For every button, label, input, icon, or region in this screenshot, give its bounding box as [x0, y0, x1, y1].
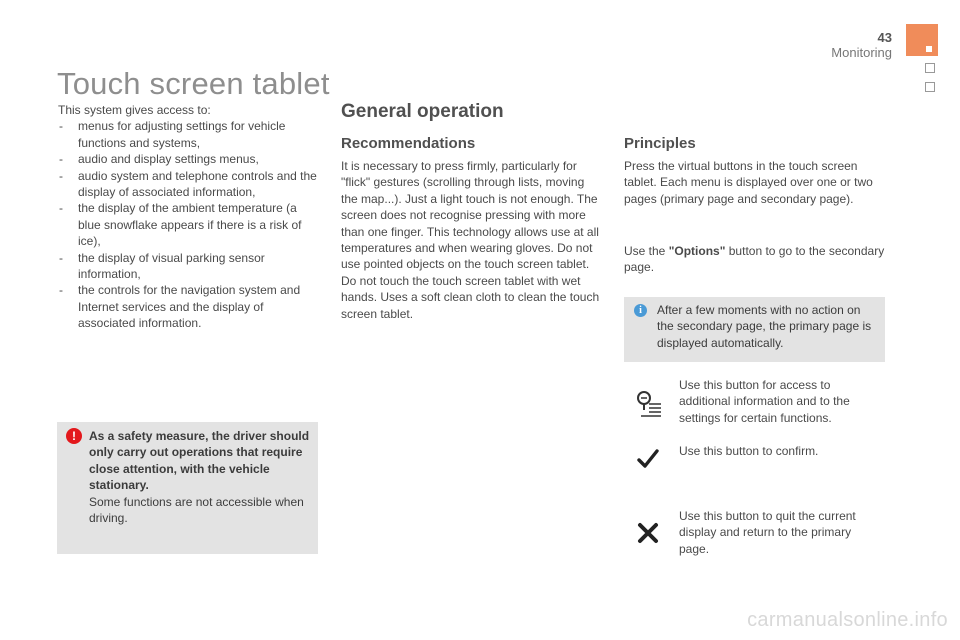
list-item: - audio and display settings menus,: [58, 151, 320, 167]
info-icon: i: [634, 304, 647, 317]
section-tab[interactable]: [925, 82, 935, 92]
options-instruction: [624, 243, 886, 276]
safety-note-bold: As a safety measure, the driver should only carry out operations that require close attention, with the vehicle stationary.: [89, 429, 310, 493]
principles-text: Press the virtual buttons in the touch screen tablet. Each menu is displayed over one or two pages (primary page and secondary page).: [624, 159, 873, 206]
principles-heading: Principles: [624, 135, 696, 152]
intro-section: [58, 102, 320, 332]
page-title: Touch screen tablet: [57, 66, 330, 101]
quit-button-desc: Use this button to quit the current display and return to the primary page.: [679, 509, 856, 556]
list-item: - audio system and telephone controls and the display of associated information,: [58, 168, 320, 201]
options-button-desc: Use this button for access to additional information and to the settings for certain functions.: [679, 378, 850, 425]
intro-list: [58, 118, 320, 331]
confirm-button-desc: Use this button to confirm.: [679, 444, 819, 458]
safety-note-text: Some functions are not accessible when driving.: [89, 494, 304, 526]
options-post: button to go to the secondary page.: [624, 244, 885, 275]
recommendations-heading: Recommendations: [341, 135, 476, 152]
options-icon: [635, 390, 663, 418]
section-tab-active[interactable]: [906, 24, 938, 56]
list-item: - the controls for the navigation system and Internet services and the display of associated information.: [58, 282, 320, 331]
watermark: carmanualsonline.info: [747, 609, 948, 631]
list-item: - menus for adjusting settings for vehicle functions and systems,: [58, 118, 320, 151]
options-pre: Use the: [624, 244, 669, 258]
check-icon: [637, 448, 659, 470]
recommendations-text: It is necessary to press firmly, particularly for "flick" gestures (scrolling through lists, moving the map...). Just a light touch is not enough. The screen does not recognise pressing with more than one finger. This technology allows use at all temperatures and when wearing gloves. Do not use pointed objects on the touch screen tablet. Do not touch the touch screen tablet with wet hands. Uses a soft clean cloth to clean the touch screen tablet.: [341, 159, 600, 321]
intro-lead: This system gives access to:: [58, 103, 211, 117]
list-item: - the display of the ambient temperature (a blue snowflake appears if there is a risk of ice),: [58, 200, 320, 249]
page-number: 43: [877, 30, 892, 45]
section-heading: General operation: [341, 101, 504, 122]
options-label: "Options": [668, 244, 726, 258]
warning-icon: !: [66, 428, 82, 444]
info-note: After a few moments with no action on the secondary page, the primary page is displayed automatically.: [657, 303, 872, 350]
section-label: Monitoring: [831, 45, 892, 60]
safety-note: [89, 428, 311, 526]
section-tab[interactable]: [925, 63, 935, 73]
cross-icon: [637, 522, 659, 544]
list-item: - the display of visual parking sensor information,: [58, 250, 320, 283]
